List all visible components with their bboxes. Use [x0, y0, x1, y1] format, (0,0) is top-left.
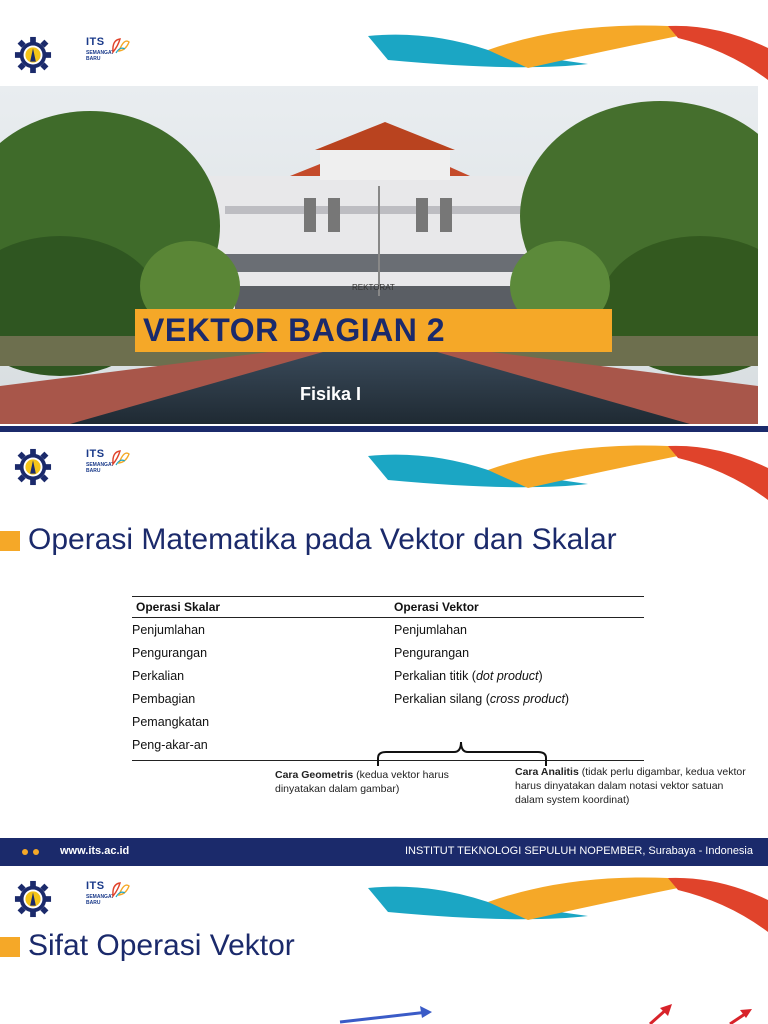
its-gear-logo-icon	[14, 880, 52, 918]
logo-tagline: SEMANGAT BARU	[86, 50, 115, 62]
vector-op-text: Perkalian silang (	[394, 692, 490, 706]
geometric-label: Cara Geometris	[275, 769, 354, 781]
slide-title: VEKTOR BAGIAN 2	[135, 309, 612, 352]
vector-op: Penjumlahan	[394, 623, 467, 637]
slide-heading: Sifat Operasi Vektor	[28, 929, 295, 962]
scalar-op: Pengurangan	[132, 646, 208, 660]
analytic-label: Cara Analitis	[515, 766, 579, 778]
decorative-swoosh-icon	[368, 440, 768, 510]
slide-footer	[0, 838, 768, 866]
header-vector: Operasi Vektor	[394, 600, 479, 614]
decorative-swoosh-icon	[368, 872, 768, 942]
vector-op	[394, 692, 569, 706]
footer-dot-icon	[33, 849, 39, 855]
vector-arrows-diagram	[0, 996, 768, 1024]
vector-op-italic: dot product	[475, 669, 539, 683]
vector-op-text: Perkalian titik (	[394, 669, 476, 683]
vector-op-italic: cross product	[489, 692, 565, 706]
logo-text: ITS	[86, 36, 105, 48]
analytic-note	[515, 765, 753, 807]
scalar-op: Perkalian	[132, 669, 185, 683]
blue-vector-arrow-icon	[340, 1006, 432, 1022]
curly-brace-icon	[376, 738, 548, 768]
red-vector-arrow-icon	[650, 1004, 672, 1024]
scalar-op: Pembagian	[132, 692, 196, 706]
geometric-text: (kedua vektor harus dinyatakan dalam gambar)	[275, 769, 449, 795]
header-scalar: Operasi Skalar	[136, 600, 221, 614]
footer-url-link[interactable]: www.its.ac.id	[60, 845, 130, 857]
its-gear-logo-icon	[14, 36, 52, 74]
butterfly-icon	[110, 880, 130, 900]
butterfly-icon	[110, 448, 130, 468]
logo-text: ITS	[86, 448, 105, 460]
red-vector-arrow-icon	[730, 1009, 752, 1024]
geometric-note	[275, 768, 465, 796]
vector-op	[394, 669, 543, 683]
analytic-text: (tidak perlu digambar, kedua vektor harus dinyatakan dalam notasi vektor satuan dalam system koordinat)	[515, 766, 746, 806]
slide-heading: Operasi Matematika pada Vektor dan Skalar	[28, 523, 617, 556]
its-semangat-baru-logo	[86, 448, 134, 482]
footer-dot-icon	[22, 849, 28, 855]
vector-op-close: )	[564, 692, 570, 706]
building-sign: REKTORAT	[352, 283, 395, 292]
scalar-op: Penjumlahan	[132, 623, 205, 637]
butterfly-icon	[110, 36, 130, 56]
vector-op-close: )	[538, 669, 543, 683]
properties-slide	[0, 866, 768, 1024]
vector-op: Pengurangan	[394, 646, 470, 660]
footer-institution: INSTITUT TEKNOLOGI SEPULUH NOPEMBER, Surabaya - Indonesia	[404, 845, 753, 857]
table-top-rule	[132, 596, 644, 597]
heading-bullet	[0, 937, 20, 957]
its-semangat-baru-logo	[86, 36, 134, 70]
heading-bullet	[0, 531, 20, 551]
scalar-op: Peng-akar-an	[132, 738, 208, 752]
decorative-swoosh-icon	[368, 20, 768, 90]
its-gear-logo-icon	[14, 448, 52, 486]
logo-tagline: SEMANGAT BARU	[86, 894, 115, 906]
logo-text: ITS	[86, 880, 105, 892]
scalar-op: Pemangkatan	[132, 715, 210, 729]
title-slide	[0, 0, 768, 432]
table-header-rule	[132, 617, 644, 618]
campus-rektorat-photo	[0, 86, 758, 424]
logo-tagline: SEMANGAT BARU	[86, 462, 115, 474]
slide-subtitle: Fisika I	[300, 384, 362, 404]
its-semangat-baru-logo	[86, 880, 134, 914]
operations-slide	[0, 432, 768, 866]
